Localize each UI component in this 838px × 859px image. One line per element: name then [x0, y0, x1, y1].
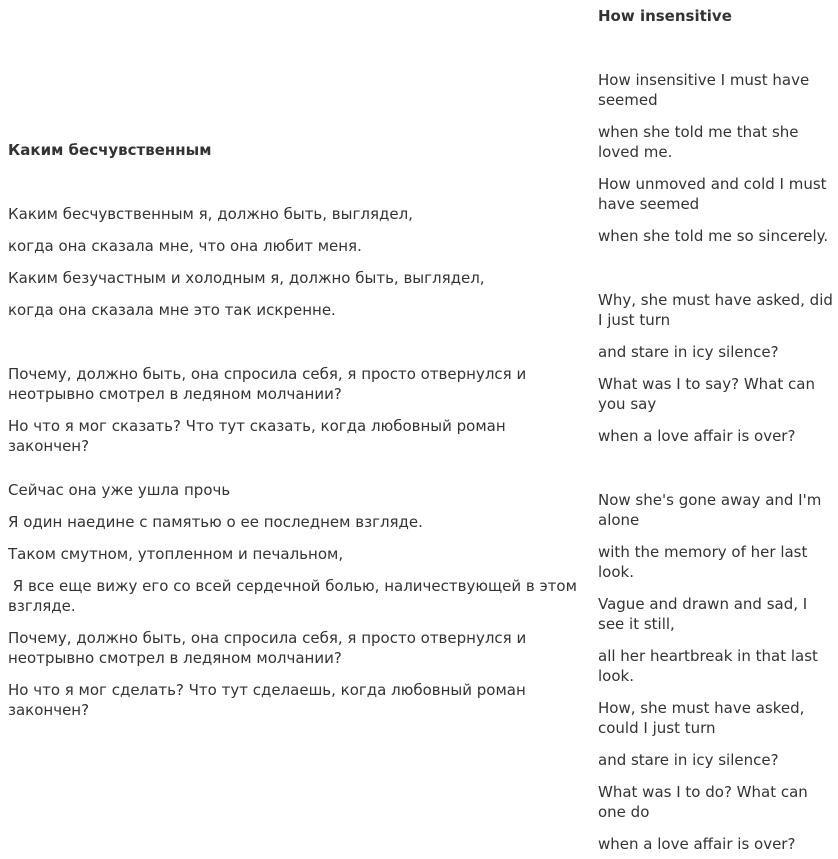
english-line: What was I to say? What can you say: [598, 375, 815, 413]
russian-line: Таком смутном, утопленном и печальном,: [8, 545, 344, 563]
english-line: when she told me so sincerely.: [598, 227, 829, 245]
english-line: Why, she must have asked, did I just turn: [598, 291, 833, 329]
english-line: when a love affair is over?: [598, 427, 796, 445]
russian-line: Почему, должно быть, она спросила себя, я просто отвернулся и неотрывно смотрел в ледяном молчании?: [8, 365, 527, 403]
english-title: How insensitive: [598, 7, 732, 25]
english-line: when she told me that she loved me.: [598, 123, 799, 161]
english-line: How unmoved and cold I must have seemed: [598, 175, 827, 213]
english-line: with the memory of her last look.: [598, 543, 808, 581]
english-line: How insensitive I must have seemed: [598, 71, 810, 109]
english-line: all her heartbreak in that last look.: [598, 647, 818, 685]
russian-line: Почему, должно быть, она спросила себя, я просто отвернулся и неотрывно смотрел в ледяном молчании?: [8, 629, 527, 667]
english-line: when a love affair is over?: [598, 835, 796, 853]
russian-line: Я все еще вижу его со всей сердечной болью, наличествующей в этом взгляде.: [8, 577, 582, 615]
russian-line: когда она сказала мне это так искренне.: [8, 301, 336, 319]
english-line: and stare in icy silence?: [598, 343, 779, 361]
russian-title: Каким бесчувственным: [8, 141, 212, 159]
english-line: What was I to do? What can one do: [598, 783, 808, 821]
russian-line: Я один наедине с памятью о ее последнем взгляде.: [8, 513, 423, 531]
russian-line: Но что я мог сделать? Что тут сделаешь, когда любовный роман закончен?: [8, 681, 526, 719]
english-line: Now she's gone away and I'm alone: [598, 491, 822, 529]
english-line: and stare in icy silence?: [598, 751, 779, 769]
russian-line: Сейчас она уже ушла прочь: [8, 481, 231, 499]
english-line: How, she must have asked, could I just turn: [598, 699, 805, 737]
english-line: Vague and drawn and sad, I see it still,: [598, 595, 808, 633]
russian-line: когда она сказала мне, что она любит меня.: [8, 237, 362, 255]
russian-line: Каким безучастным и холодным я, должно быть, выглядел,: [8, 269, 485, 287]
russian-line: Но что я мог сказать? Что тут сказать, когда любовный роман закончен?: [8, 417, 506, 455]
russian-line: Каким бесчувственным я, должно быть, выглядел,: [8, 205, 413, 223]
